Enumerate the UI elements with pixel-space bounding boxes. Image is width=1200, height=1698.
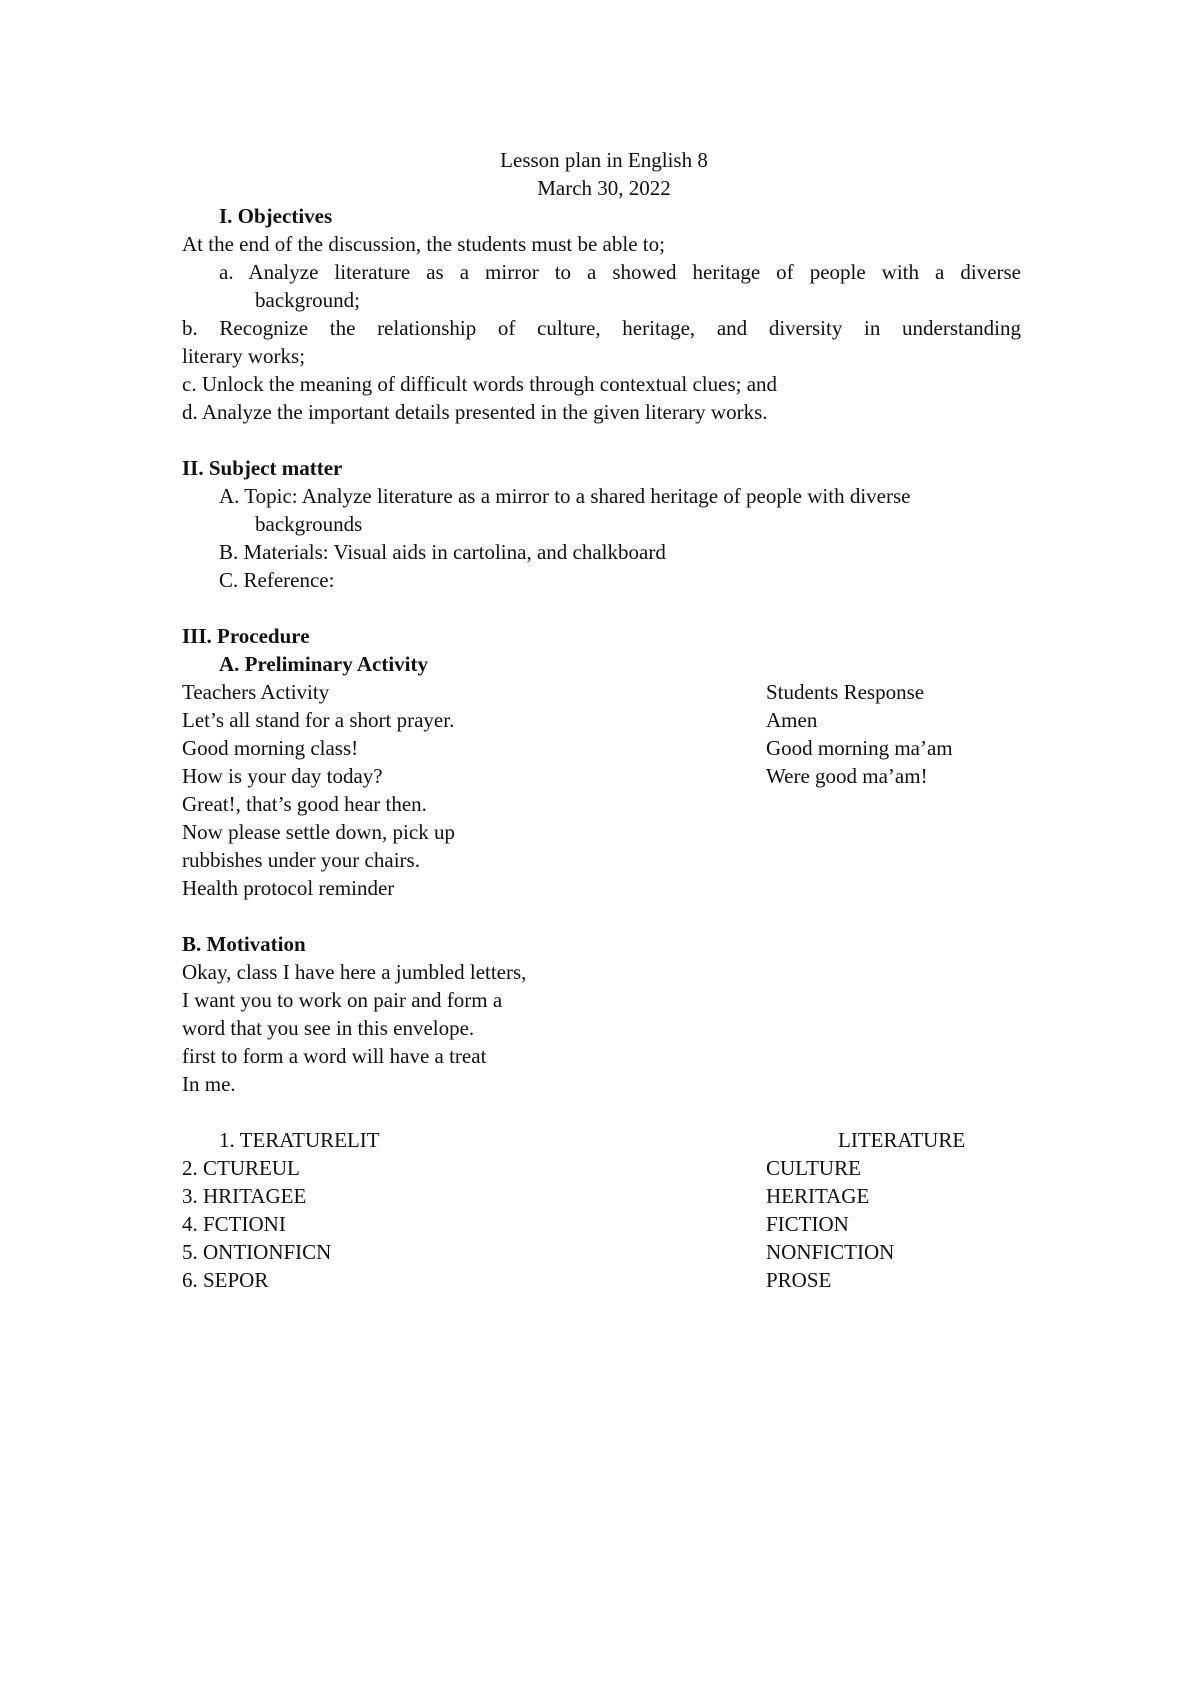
- teacher-line: Health protocol reminder: [182, 876, 395, 900]
- subject-materials: B. Materials: Visual aids in cartolina, and chalkboard: [219, 540, 666, 564]
- motivation-line: word that you see in this envelope.: [182, 1016, 475, 1040]
- student-line: Amen: [766, 708, 818, 732]
- motivation-heading: B. Motivation: [182, 932, 306, 956]
- objective-c: c. Unlock the meaning of difficult words through contextual clues; and: [182, 372, 778, 396]
- subject-matter-heading: II. Subject matter: [182, 456, 343, 480]
- student-line: Were good ma’am!: [766, 764, 928, 788]
- document-date: March 30, 2022: [537, 176, 671, 200]
- objectives-intro: At the end of the discussion, the students must be able to;: [182, 232, 665, 256]
- teacher-activity-header: Teachers Activity: [182, 680, 330, 704]
- objective-b-line1: b. Recognize the relationship of culture, heritage, and diversity in understanding: [182, 316, 1021, 340]
- teacher-line: How is your day today?: [182, 764, 383, 788]
- objective-a-line2: background;: [255, 288, 360, 312]
- teacher-line: rubbishes under your chairs.: [182, 848, 420, 872]
- objective-a-line1: a. Analyze literature as a mirror to a showed heritage of people with a diverse: [219, 260, 1021, 284]
- teacher-line: Now please settle down, pick up: [182, 820, 455, 844]
- jumbled-word: 5. ONTIONFICN: [182, 1240, 332, 1264]
- procedure-heading: III. Procedure: [182, 624, 310, 648]
- motivation-line: I want you to work on pair and form a: [182, 988, 503, 1012]
- motivation-line: Okay, class I have here a jumbled letters,: [182, 960, 527, 984]
- subject-topic-line2: backgrounds: [255, 512, 363, 536]
- answer-word: HERITAGE: [766, 1184, 870, 1208]
- subject-topic-line1: A. Topic: Analyze literature as a mirror to a shared heritage of people with diverse: [219, 484, 911, 508]
- preliminary-activity-heading: A. Preliminary Activity: [219, 652, 428, 676]
- subject-reference: C. Reference:: [219, 568, 335, 592]
- teacher-line: Let’s all stand for a short prayer.: [182, 708, 455, 732]
- jumbled-word: 4. FCTIONI: [182, 1212, 286, 1236]
- teacher-line: Good morning class!: [182, 736, 359, 760]
- student-line: Good morning ma’am: [766, 736, 953, 760]
- jumbled-word: 1. TERATURELIT: [219, 1128, 380, 1152]
- answer-word: LITERATURE: [838, 1128, 966, 1152]
- document-title: Lesson plan in English 8: [500, 148, 708, 172]
- teacher-line: Great!, that’s good hear then.: [182, 792, 427, 816]
- answer-word: NONFICTION: [766, 1240, 895, 1264]
- objective-d: d. Analyze the important details presented in the given literary works.: [182, 400, 768, 424]
- answer-word: PROSE: [766, 1268, 832, 1292]
- student-response-header: Students Response: [766, 680, 925, 704]
- objective-b-line2: literary works;: [182, 344, 306, 368]
- jumbled-word: 3. HRITAGEE: [182, 1184, 307, 1208]
- motivation-line: In me.: [182, 1072, 236, 1096]
- answer-word: FICTION: [766, 1212, 849, 1236]
- answer-word: CULTURE: [766, 1156, 861, 1180]
- jumbled-word: 2. CTUREUL: [182, 1156, 300, 1180]
- motivation-line: first to form a word will have a treat: [182, 1044, 487, 1068]
- jumbled-word: 6. SEPOR: [182, 1268, 269, 1292]
- objectives-heading: I. Objectives: [219, 204, 333, 228]
